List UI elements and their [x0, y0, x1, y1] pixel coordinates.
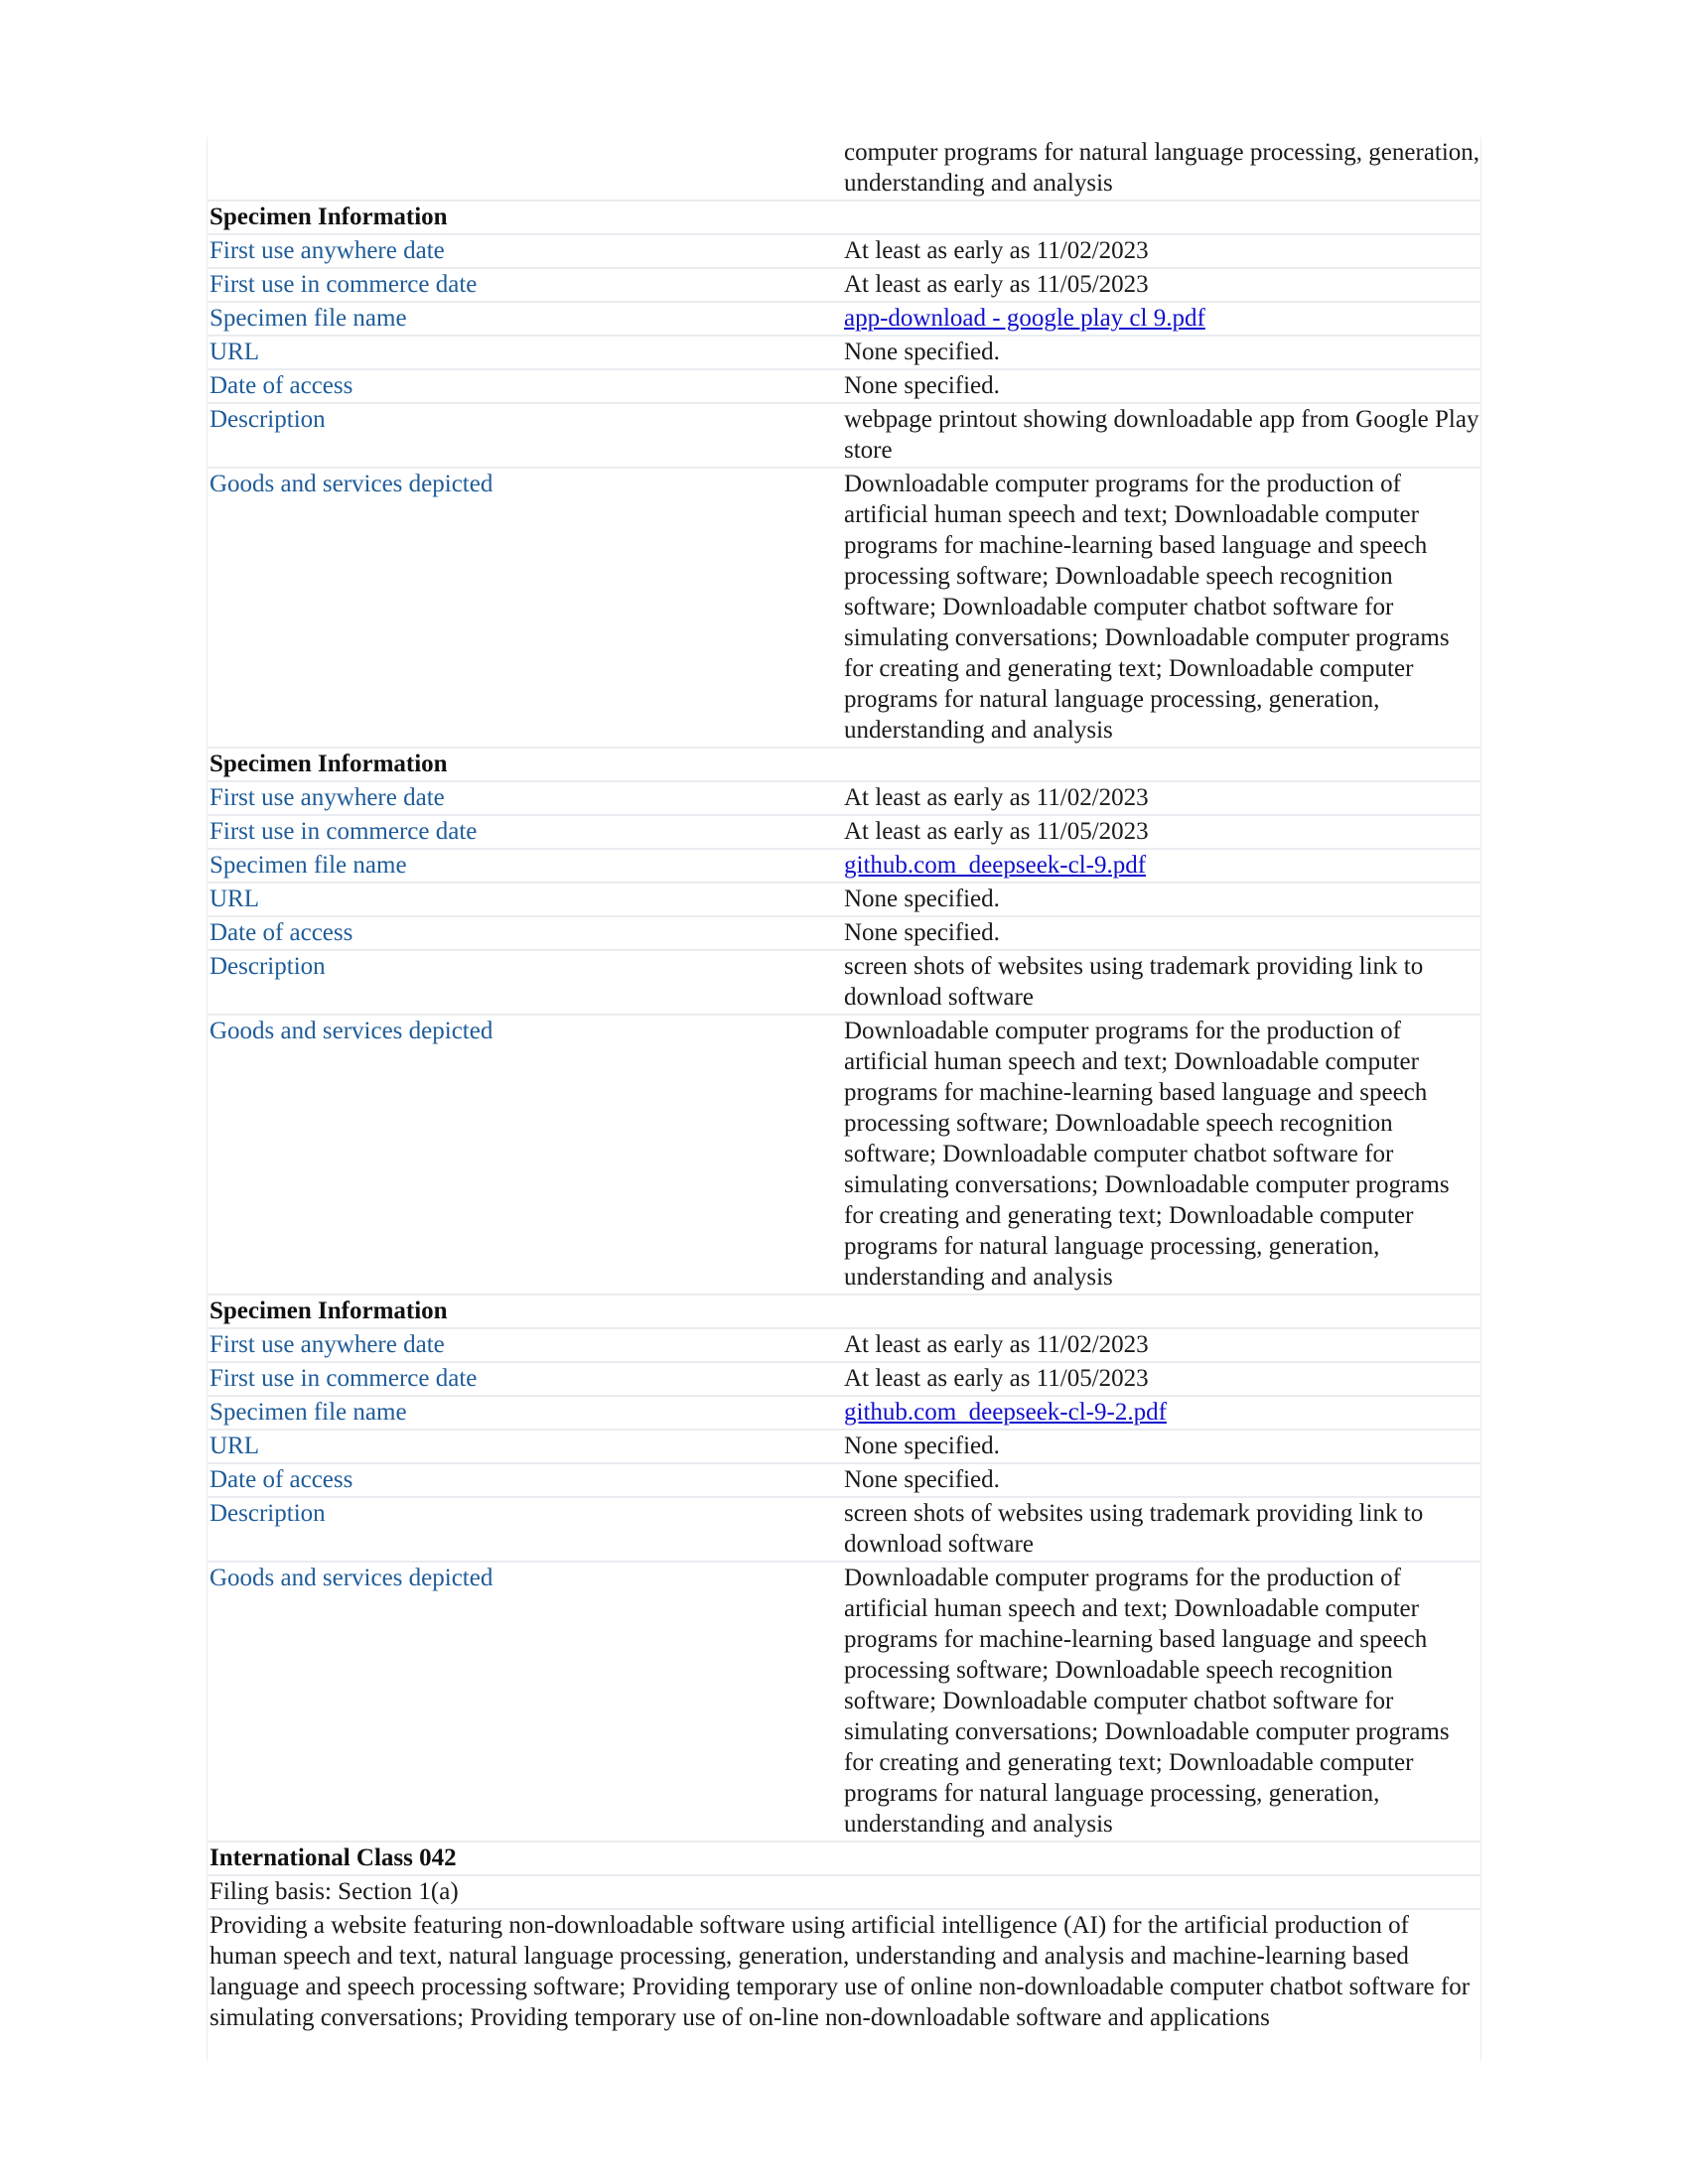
- field-label: Specimen file name: [210, 852, 407, 879]
- field-label: URL: [210, 339, 259, 365]
- field-value: At least as early as 11/02/2023: [844, 237, 1149, 264]
- specimen-field-row: [207, 1464, 1481, 1498]
- field-value-cell: [844, 850, 1482, 882]
- specimen-field-row: [207, 917, 1481, 951]
- field-value: At least as early as 11/02/2023: [844, 1331, 1149, 1358]
- field-value: At least as early as 11/02/2023: [844, 784, 1149, 811]
- specimen-header-spacer: [844, 749, 1482, 780]
- specimen-field-row: [207, 1397, 1481, 1431]
- specimen-header-spacer: [844, 202, 1482, 233]
- field-value: None specified.: [844, 919, 1000, 946]
- field-label: Specimen file name: [210, 305, 407, 332]
- field-label: Goods and services depicted: [210, 1018, 493, 1044]
- field-value: None specified.: [844, 372, 1000, 399]
- field-label: Description: [210, 1500, 326, 1527]
- specimen-header: Specimen Information: [210, 204, 448, 230]
- specimen-field-row: [207, 1329, 1481, 1363]
- field-label: First use in commerce date: [210, 818, 478, 845]
- field-label: URL: [210, 886, 259, 912]
- field-value: At least as early as 11/05/2023: [844, 1365, 1149, 1392]
- field-label: Goods and services depicted: [210, 1565, 493, 1591]
- field-label: Description: [210, 406, 326, 433]
- field-label: Date of access: [210, 919, 353, 946]
- specimen-field-row: [207, 1016, 1481, 1296]
- field-label: URL: [210, 1433, 259, 1459]
- specimen-field-row: [207, 884, 1481, 917]
- field-label: First use anywhere date: [210, 1331, 445, 1358]
- specimen-sections: [207, 202, 1481, 1843]
- field-value: screen shots of websites using trademark providing link to download software: [844, 1500, 1424, 1558]
- field-value: Downloadable computer programs for the production of artificial human speech and text; Downloadable computer programs for machine-learning based language and speech processing software; Downloadable speech recognition software; Downloadable computer chatbot software for simulating conversations; Downloadable computer programs for creating and generating text; Downloadable computer programs for natural language processing, generation, understanding and analysis: [844, 1018, 1450, 1291]
- specimen-field-row: [207, 1363, 1481, 1397]
- field-label: First use in commerce date: [210, 271, 478, 298]
- continued-row: [207, 137, 1481, 202]
- field-value: At least as early as 11/05/2023: [844, 271, 1149, 298]
- specimen-header-row: [207, 202, 1481, 235]
- intl-class-description: Providing a website featuring non-downloadable software using artificial intelligence (AI) for the artificial production of human speech and text, natural language processing, generation, understanding and analysis and machine-learning based language and speech processing software; Providing temporary use of online non-downloadable computer chatbot software for simulating conversations; Providing temporary use of on-line non-downloadable software and applications: [207, 1910, 1481, 2061]
- field-value: Downloadable computer programs for the production of artificial human speech and text; Downloadable computer programs for machine-learning based language and speech processing software; Downloadable speech recognition software; Downloadable computer chatbot software for simulating conversations; Downloadable computer programs for creating and generating text; Downloadable computer programs for natural language processing, generation, understanding and analysis: [844, 1565, 1450, 1838]
- field-value: None specified.: [844, 886, 1000, 912]
- specimen-header: Specimen Information: [210, 1297, 448, 1324]
- field-label: Date of access: [210, 1466, 353, 1493]
- field-label: Goods and services depicted: [210, 471, 493, 497]
- continued-value: computer programs for natural language processing, generation, understanding and analysis: [844, 139, 1480, 197]
- field-value: None specified.: [844, 1433, 1000, 1459]
- field-label: First use anywhere date: [210, 237, 445, 264]
- field-label: First use anywhere date: [210, 784, 445, 811]
- specimen-field-row: [207, 850, 1481, 884]
- field-value: At least as early as 11/05/2023: [844, 818, 1149, 845]
- specimen-field-row: [207, 370, 1481, 404]
- field-label: First use in commerce date: [210, 1365, 478, 1392]
- field-label: Specimen file name: [210, 1399, 407, 1426]
- specimen-field-row: [207, 1431, 1481, 1464]
- specimen-header: Specimen Information: [210, 751, 448, 777]
- field-label: Date of access: [210, 372, 353, 399]
- specimen-field-row: [207, 235, 1481, 269]
- specimen-field-row: [207, 337, 1481, 370]
- document-table: [207, 137, 1481, 2061]
- filing-basis: Filing basis: Section 1(a): [207, 1876, 1481, 1910]
- field-value-cell: [844, 303, 1482, 335]
- field-value-cell: [844, 1397, 1482, 1429]
- specimen-file-link[interactable]: github.com_deepseek-cl-9-2.pdf: [844, 1399, 1167, 1426]
- specimen-field-row: [207, 1498, 1481, 1563]
- specimen-field-row: [207, 951, 1481, 1016]
- specimen-field-row: [207, 782, 1481, 816]
- specimen-file-link[interactable]: github.com_deepseek-cl-9.pdf: [844, 852, 1147, 879]
- specimen-field-row: [207, 269, 1481, 303]
- field-value: screen shots of websites using trademark providing link to download software: [844, 953, 1424, 1011]
- field-value: None specified.: [844, 339, 1000, 365]
- specimen-header-row: [207, 1296, 1481, 1329]
- specimen-header-spacer: [844, 1296, 1482, 1327]
- continued-label: [208, 137, 844, 200]
- specimen-field-row: [207, 1563, 1481, 1843]
- specimen-header-row: [207, 749, 1481, 782]
- field-value: Downloadable computer programs for the production of artificial human speech and text; Downloadable computer programs for machine-learning based language and speech processing software; Downloadable speech recognition software; Downloadable computer chatbot software for simulating conversations; Downloadable computer programs for creating and generating text; Downloadable computer programs for natural language processing, generation, understanding and analysis: [844, 471, 1450, 744]
- specimen-file-link[interactable]: app-download - google play cl 9.pdf: [844, 305, 1205, 332]
- specimen-field-row: [207, 404, 1481, 469]
- specimen-field-row: [207, 303, 1481, 337]
- intl-class-header: International Class 042: [207, 1843, 1481, 1876]
- field-label: Description: [210, 953, 326, 980]
- field-value: None specified.: [844, 1466, 1000, 1493]
- field-value: webpage printout showing downloadable app from Google Play store: [844, 406, 1479, 464]
- specimen-field-row: [207, 816, 1481, 850]
- specimen-field-row: [207, 469, 1481, 749]
